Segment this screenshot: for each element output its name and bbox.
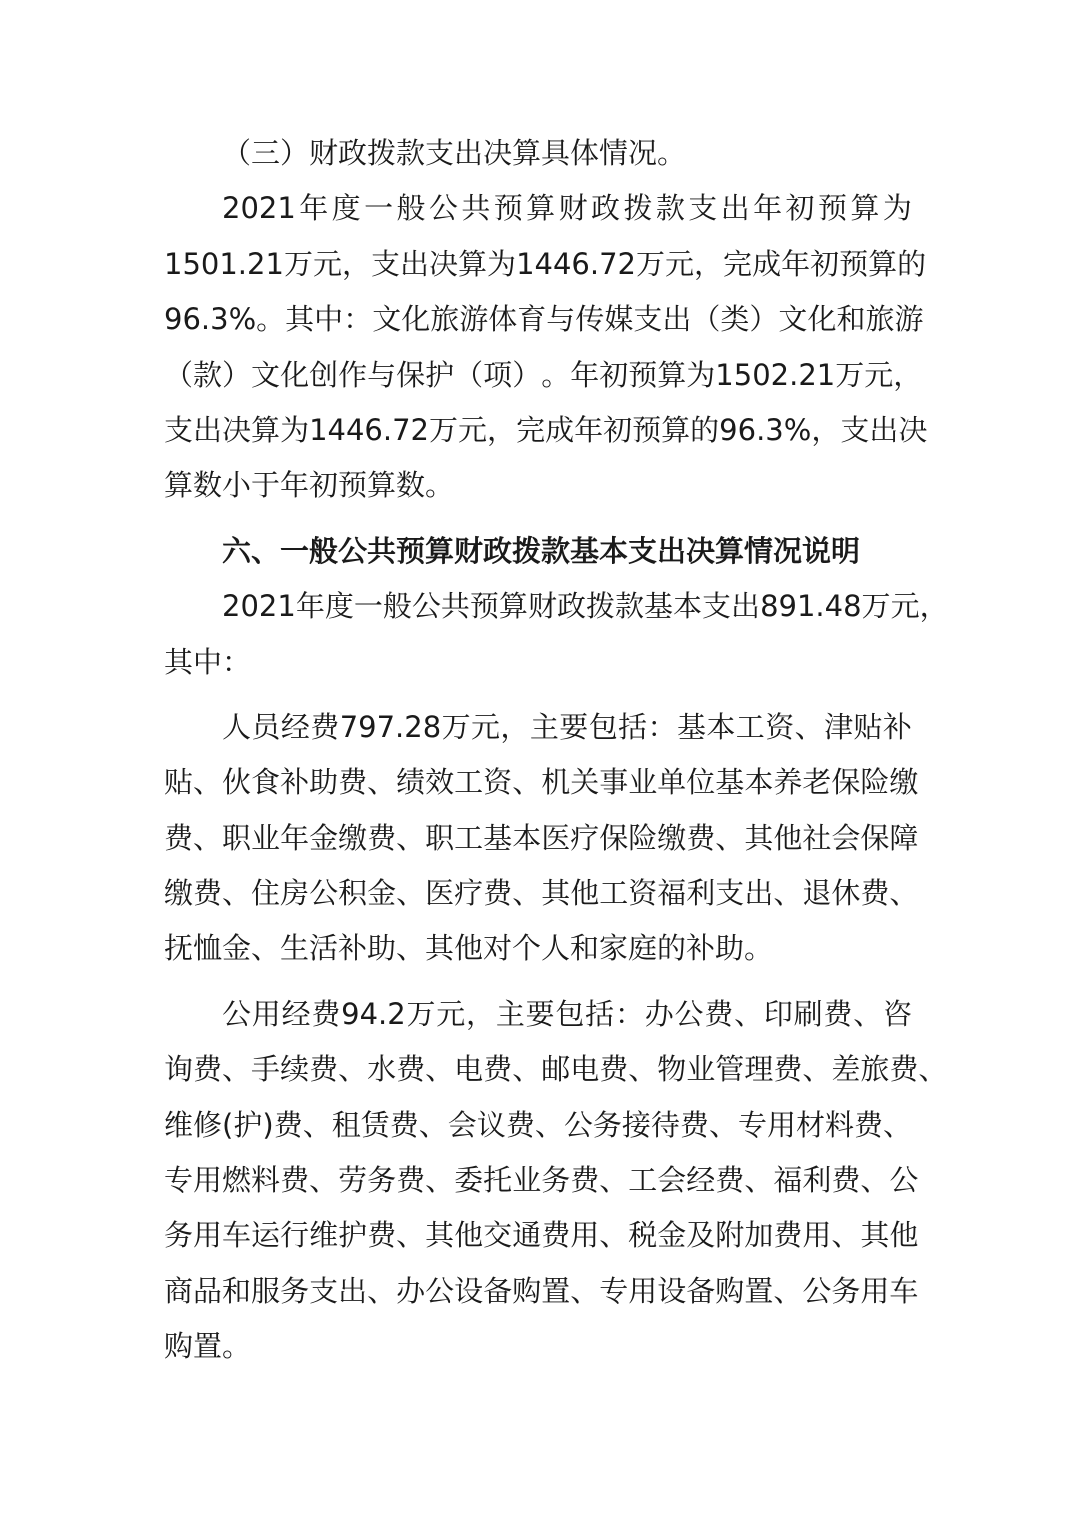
text-line: 2021 年 度 一 般 公 共 预 算 财 政 拨 款 基 本 支 出 891.48 万 元 ，: [222, 589, 949, 624]
section-heading-6: [164, 524, 912, 579]
text-line: 商 品 和 服 务 支 出 、 办 公 设 备 购 置 、 专 用 设 备 购 置 、 公 务 用 车: [164, 1273, 919, 1308]
text-line: 算数小于年初预算数。: [164, 468, 455, 503]
text-line: 96.3% 。 其 中 ： 文 化 旅 游 体 育 与 传 媒 支 出 （ 类 ） 文 化 和 旅 游: [164, 302, 924, 337]
text-line: 维 修 ( 护 ) 费 、 租 赁 费 、 会 议 费 、 公 务 接 待 费 、 专 用 材 料 费 、: [164, 1107, 913, 1142]
text-line: 公 用 经 费 94.2 万 元 ， 主 要 包 括 ： 办 公 费 、 印 刷 费 、 咨: [222, 996, 912, 1031]
text-line: 询 费 、 手 续 费 、 水 费 、 电 费 、 邮 电 费 、 物 业 管 理 费 、 差 旅 费 、: [164, 1052, 948, 1087]
text-line: 务 用 车 运 行 维 护 费 、 其 他 交 通 费 用 、 税 金 及 附 加 费 用 、 其 他: [164, 1218, 919, 1253]
text-line: 2021 年 度 一 般 公 共 预 算 财 政 拨 款 支 出 年 初 预 算 为: [222, 191, 912, 226]
text-line: 专 用 燃 料 费 、 劳 务 费 、 委 托 业 务 费 、 工 会 经 费 、 福 利 费 、 公: [164, 1163, 919, 1198]
document-page: [164, 126, 949, 1375]
paragraph-budget-detail: [164, 181, 928, 513]
text-line: （三）财政拨款支出决算具体情况。: [222, 136, 687, 170]
text-line: （ 款 ） 文 化 创 作 与 保 护 （ 项 ） 。 年 初 预 算 为 1502.21 万 元 ，: [164, 357, 923, 392]
paragraph-personnel-expenses: [164, 700, 919, 977]
text-line: 其中：: [164, 644, 252, 679]
text-line: 支 出 决 算 为 1446.72 万 元 ， 完 成 年 初 预 算 的 96.3% ， 支 出 决: [164, 412, 928, 447]
text-line: 费 、 职 业 年 金 缴 费 、 职 工 基 本 医 疗 保 险 缴 费 、 其 他 社 会 保 障: [164, 820, 919, 855]
paragraph-subheading-3: [164, 126, 912, 181]
text-line: 贴 、 伙 食 补 助 费 、 绩 效 工 资 、 机 关 事 业 单 位 基 本 养 老 保 险 缴: [164, 765, 919, 800]
section-heading-text: 六、一般公共预算财政拨款基本支出决算情况说明: [222, 533, 861, 568]
text-line: 购置。: [164, 1329, 252, 1364]
paragraph-basic-expenditure: [164, 579, 949, 690]
text-line: 抚恤金、生活补助、其他对个人和家庭的补助。: [164, 931, 774, 966]
paragraph-public-expenses: [164, 987, 948, 1375]
text-line: 1501.21 万 元 ， 支 出 决 算 为 1446.72 万 元 ， 完 成 年 初 预 算 的: [164, 246, 927, 281]
text-line: 人 员 经 费 797.28 万 元 ， 主 要 包 括 ： 基 本 工 资 、 津 贴 补: [222, 709, 912, 744]
text-line: 缴 费 、 住 房 公 积 金 、 医 疗 费 、 其 他 工 资 福 利 支 出 、 退 休 费 、: [164, 876, 919, 911]
